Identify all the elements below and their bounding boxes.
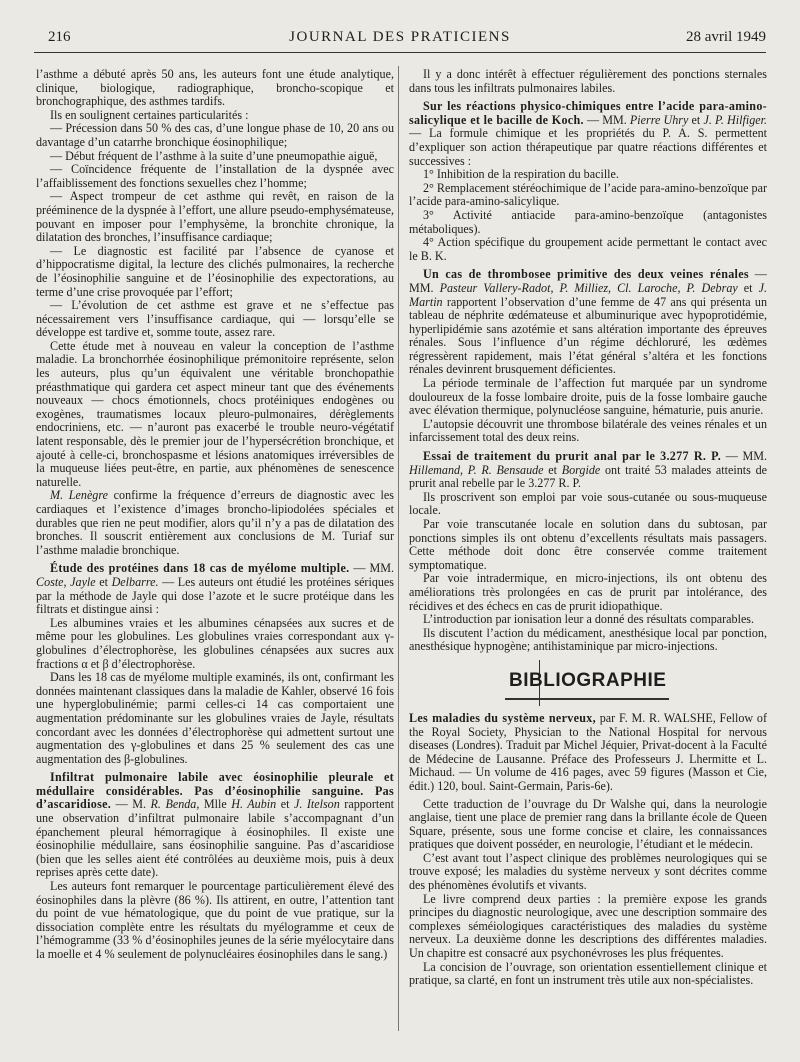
author-name: H. Aubin <box>231 797 277 812</box>
conjunction: et <box>737 280 759 295</box>
paragraph-text: ont traité 53 malades atteints de prurit anal rebelle par le 3.277 R. P. <box>409 462 767 491</box>
paragraph-text: rapportent une observation d’infiltrat pulmonaire labile s’accompagnant d’un épanchement pleural hémorragique à éosinophiles. Il existe une éosinophilie médullaire, sans éosinophilie sanguine. Pas d’ascaridiose (bien que les selles aient été contrôlées au deuxième mois, puis à deux reprises après cette date). <box>36 797 394 880</box>
paragraph: L’introduction par ionisation leur a donné des résultats comparables. <box>423 612 755 627</box>
book-author: par F. M. R. WALSHE, <box>595 710 716 725</box>
paragraph: Les albumines vraies et les albumines cénapsées aux sucres et de même pour les globulines. Les globulines vraies correspondant aux γ-globulines d’électrophorèse, les globulines cénapsées aux sucres aux fractions α et β d’électrophorèse. <box>36 615 394 671</box>
paragraph: Cette étude met à nouveau en valeur la conception de l’asthme maladie. La bronchorrhée éosinophilique prémonitoire représente, selon les auteurs, plus qu’un équivalent une véritable bronchopathie préasthmatique qui gardera cet aspect mineur tant que des événements nouveaux — chocs émotionnels, chocs protéiniques endogènes ou exogènes, traumatismes locaux pleuro-pulmonaires, dérèglements endocriniens, etc. — n’auront pas exacerbé le trouble neuro-végétatif latent responsable, dès le premier jour de l’hypersécrétion bronchique, et ajouté à celle-ci, bronchospasme et lésions anatomiques irréversibles de la muqueuse liées peut-être, en partie, aux phénomènes de senescence naturelle. <box>36 338 394 489</box>
article-heading: Sur les réactions physico-chimiques entre l’acide para-amino-salicylique et le bacille de Koch. <box>409 99 767 127</box>
journal-title: JOURNAL DES PRATICIENS <box>289 29 511 45</box>
paragraph: Les auteurs font remarquer le pourcentage particulièrement élevé des éosinophiles dans la plèvre (86 %). Ils attirent, en outre, l’attention tant du point de vue hématologique, que du point de vue pratique, sur la dissociation complète entre les résultats du myélogramme et ceux de l’hémogramme (33 % d’éosinophiles jeunes de la série myélocytaire dans la moelle et 4 % seulement de polynucléaires éosinophiles dans le sang.) <box>36 879 394 961</box>
paragraph: Par voie transcutanée locale en solution dans du subtosan, par ponctions simples ils ont obtenu d’excellents résultats mais passagers. Cette méthode doit donc être conservée comme traitement symptomatique. <box>409 517 767 572</box>
conjunction: et <box>276 797 294 812</box>
paragraph: La concision de l’ouvrage, son orientation essentiellement clinique et pratique, sa clarté, en font un instrument très utile aux non-spécialistes. <box>409 959 767 988</box>
book-title: Les maladies du système nerveux, <box>409 710 596 725</box>
book-details: Fellow of the Royal Society, Physician to the National Hospital for nervous diseases (Londres). Traduit par Michel Jéquier, Privat-docent à la Faculté de Médecine de Lausanne. Préface des Professeurs J. Lhermitte et L. Michaud. — Un volume de 416 pages, avec 59 figures (Masson et Cie, édit.) 120, boul. Saint-Germain, Paris-6e). <box>409 710 767 793</box>
author-name: Hillemand, P. R. Bensaude <box>409 462 544 477</box>
paragraph-text: rapportent l’observation d’une femme de 47 ans qui présenta un tableau de néphrite œdémateuse et albuminurique avec hypoprotidémie, hyperlipidémie sans azotémie et sans altération importante des épreuves rénales. Sous l’influence d’un régime déchloruré, les œdèmes régressèrent rapidement, mais l’état général s’altéra et les fonctions rénales devinrent brusquement déficientes. <box>409 294 767 377</box>
paragraph: Dans les 18 cas de myélome multiple examinés, ils ont, confirmant les données maintenant classiques dans la maladie de Kahler, observé 16 fois une hyperglobulinémie; parmi celles-ci 14 cas comportaient une augmentation prédominante sur les globulines vraies de Jayle, résultats concordant avec les données d’électrophorèse qui admettent surtout une augmentation des γ-globulines et dans 25 % seulement des cas une augmentation des β-globulines. <box>36 670 394 766</box>
paragraph: C’est avant tout l’aspect clinique des problèmes neurologiques qui se trouve exposé; les maladies du système nerveux y sont décrites comme des phénomènes évolutifs et vivants. <box>409 850 767 893</box>
author-name: M. Lenègre <box>50 488 108 503</box>
list-item: 2° Remplacement stéréochimique de l’acide para-amino-benzoïque par l’acide para-amino-salicylique. <box>409 180 767 209</box>
paragraph: Ils en soulignent certaines particularités : <box>50 107 249 122</box>
list-item: — Le diagnostic est facilité par l’absence de cyanose et d’hippocratisme digital, la lecture des clichés pulmonaires, la recherche de l’éosinophilie sanguine et de l’éosinophilie des expectorations, au terme d’une crise provoquée par l’effort; <box>36 243 394 299</box>
author-name: Pasteur Vallery-Radot, P. Milliez, Cl. Laroche, P. Debray <box>439 280 738 295</box>
author-name: R. Benda, <box>150 797 200 812</box>
article-heading: Essai de traitement du prurit anal par le 3.277 R. P. <box>423 449 722 464</box>
right-column <box>409 68 767 1048</box>
list-item: — Coïncidence fréquente de l’installation de la dyspnée avec l’affaiblissement des fonctions sexuelles chez l’homme; <box>36 162 394 190</box>
page-number: 216 <box>48 29 71 45</box>
article-entry <box>409 100 767 168</box>
author-name: Delbarre. <box>111 574 159 589</box>
paragraph: La période terminale de l’affection fut marquée par un syndrome douloureux de la fosse lombaire droite, puis de la fosse lombaire gauche avec élévation thermique, polynucléose sanguine, hématurie, puis anurie. <box>409 376 767 418</box>
conjunction: et <box>543 462 562 477</box>
paragraph-text: — Les auteurs ont étudié les protéines sériques par la méthode de Jayle qui dose l’azote et le sucre protéique dans les filtrats et distingue ainsi : <box>36 574 394 617</box>
author-name: J. Martin <box>409 280 767 309</box>
separator: — M. <box>111 797 151 812</box>
separator: — MM. <box>349 561 394 576</box>
book-entry <box>409 712 767 794</box>
separator: — MM. <box>721 449 767 464</box>
list-item: — Aspect trompeur de cet asthme qui revêt, en raison de la prééminence de la dyspnée à l’effort, une allure pseudo-emphysémateuse, pouvant en imposer pour l’emphysème, la bronchite chronique, la dilatation des bronches, l’insuffisance cardiaque; <box>36 189 394 245</box>
separator: — MM. <box>409 267 767 295</box>
paragraph <box>36 489 394 557</box>
list-item: 4° Action spécifique du groupement acide permettant le contact avec le B. K. <box>409 235 767 263</box>
author-name: Pierre Uhry <box>629 112 689 127</box>
paragraph: l’asthme a débuté après 50 ans, les auteurs font une étude analytique, clinique, biologique, radiographique, broncho-scopique et bronchographique, des asthmes tardifs. <box>36 68 394 109</box>
article-entry <box>409 450 767 491</box>
conjunction: et <box>95 574 112 589</box>
paragraph: Cette traduction de l’ouvrage du Dr Walshe qui, dans la neurologie anglaise, tient une place de premier rang dans la brillante école de Queen Square, présente, sous une forme concise et claire, les connaissances pratiques que doivent posséder, en neurologie, l’étudiant et le médecin. <box>409 796 767 852</box>
article-heading: Infiltrat pulmonaire labile avec éosinophilie pleurale et médullaire considérables. Pas d’éosinophilie sanguine. Pas d’ascaridiose. <box>36 770 394 812</box>
title-underline <box>505 698 669 700</box>
author-name: J. Itelson <box>293 797 340 812</box>
bibliography-title: BIBLIOGRAPHIE <box>509 669 667 691</box>
article-heading: Un cas de thrombosee primitive des deux veines rénales <box>423 267 749 282</box>
list-item: 3° Activité antiacide para-amino-benzoïque (antagonistes métaboliques). <box>409 207 767 236</box>
list-item: — Début fréquent de l’asthme à la suite d’une pneumopathie aiguë, <box>50 148 378 163</box>
paragraph: Ils discutent l’action du médicament, anesthésique local par ponction, anesthésique hypnogène; antihistaminique par micro-injections. <box>409 625 767 654</box>
list-item: 1° Inhibition de la respiration du bacille. <box>423 167 619 182</box>
left-column <box>36 68 394 1048</box>
bibliography-banner <box>409 660 767 708</box>
author-name: Borgide <box>561 462 601 477</box>
paragraph: Il y a donc intérêt à effectuer régulièrement des ponctions sternales dans tous les infiltrats pulmonaires labiles. <box>409 68 767 95</box>
article-entry <box>36 771 394 880</box>
conjunction: et <box>688 112 704 127</box>
article-entry <box>409 268 767 377</box>
issue-date: 28 avril 1949 <box>686 29 766 45</box>
article-heading: Étude des protéines dans 18 cas de myélome multiple. <box>50 561 350 576</box>
article-entry <box>36 562 394 616</box>
page-header <box>34 26 766 53</box>
author-name: J. P. Hilfiger. <box>703 112 767 127</box>
paragraph: Le livre comprend deux parties : la première expose les grands principes du diagnostic neurologique, avec une description sommaire des complexes séméiologiques caractéristiques des maladies du système nerveux. La deuxième donne les descriptions des différentes maladies. Un chapitre est consacré aux psychonévroses les plus fréquentes. <box>409 891 767 961</box>
list-item: — L’évolution de cet asthme est grave et ne s’effectue pas nécessairement vers l’insuffisance cardiaque, qui — lorsqu’elle se développe est tardive et, somme toute, assez rare. <box>36 298 394 340</box>
list-item: — Précession dans 50 % des cas, d’une longue phase de 10, 20 ans ou davantage d’un catarrhe bronchique éosinophilique; <box>36 121 394 149</box>
author-name: Coste, Jayle <box>36 574 96 589</box>
title-prefix: Mlle <box>199 797 232 812</box>
separator: — MM. <box>583 112 630 127</box>
column-divider <box>398 66 399 1031</box>
paragraph: L’autopsie découvrit une thrombose bilatérale des veines rénales et un infarcissement total des deux reins. <box>409 416 767 445</box>
paragraph: Ils proscrivent son emploi par voie sous-cutanée ou sous-muqueuse locale. <box>409 489 767 518</box>
paragraph: Par voie intradermique, en micro-injections, ils ont obtenu des améliorations très prolongées en cas de prurit par intolérance, des récidives et des échecs en cas de prurit idiopathique. <box>409 571 767 613</box>
paragraph-text: — La formule chimique et les propriétés du P. A. S. permettent d’expliquer son action thérapeutique par quatre réactions différentes et successives : <box>409 126 767 168</box>
paragraph-text: confirme la fréquence d’erreurs de diagnostic avec les cardiaques et l’existence d’images broncho-lipiodolées spéciales et durables que rien ne peut modifier, alors qu’il n’y a pas de dilatation des bronches. Il souscrit entièrement aux conclusions de M. Turiaf sur l’asthme maladie bronchique. <box>36 488 394 557</box>
